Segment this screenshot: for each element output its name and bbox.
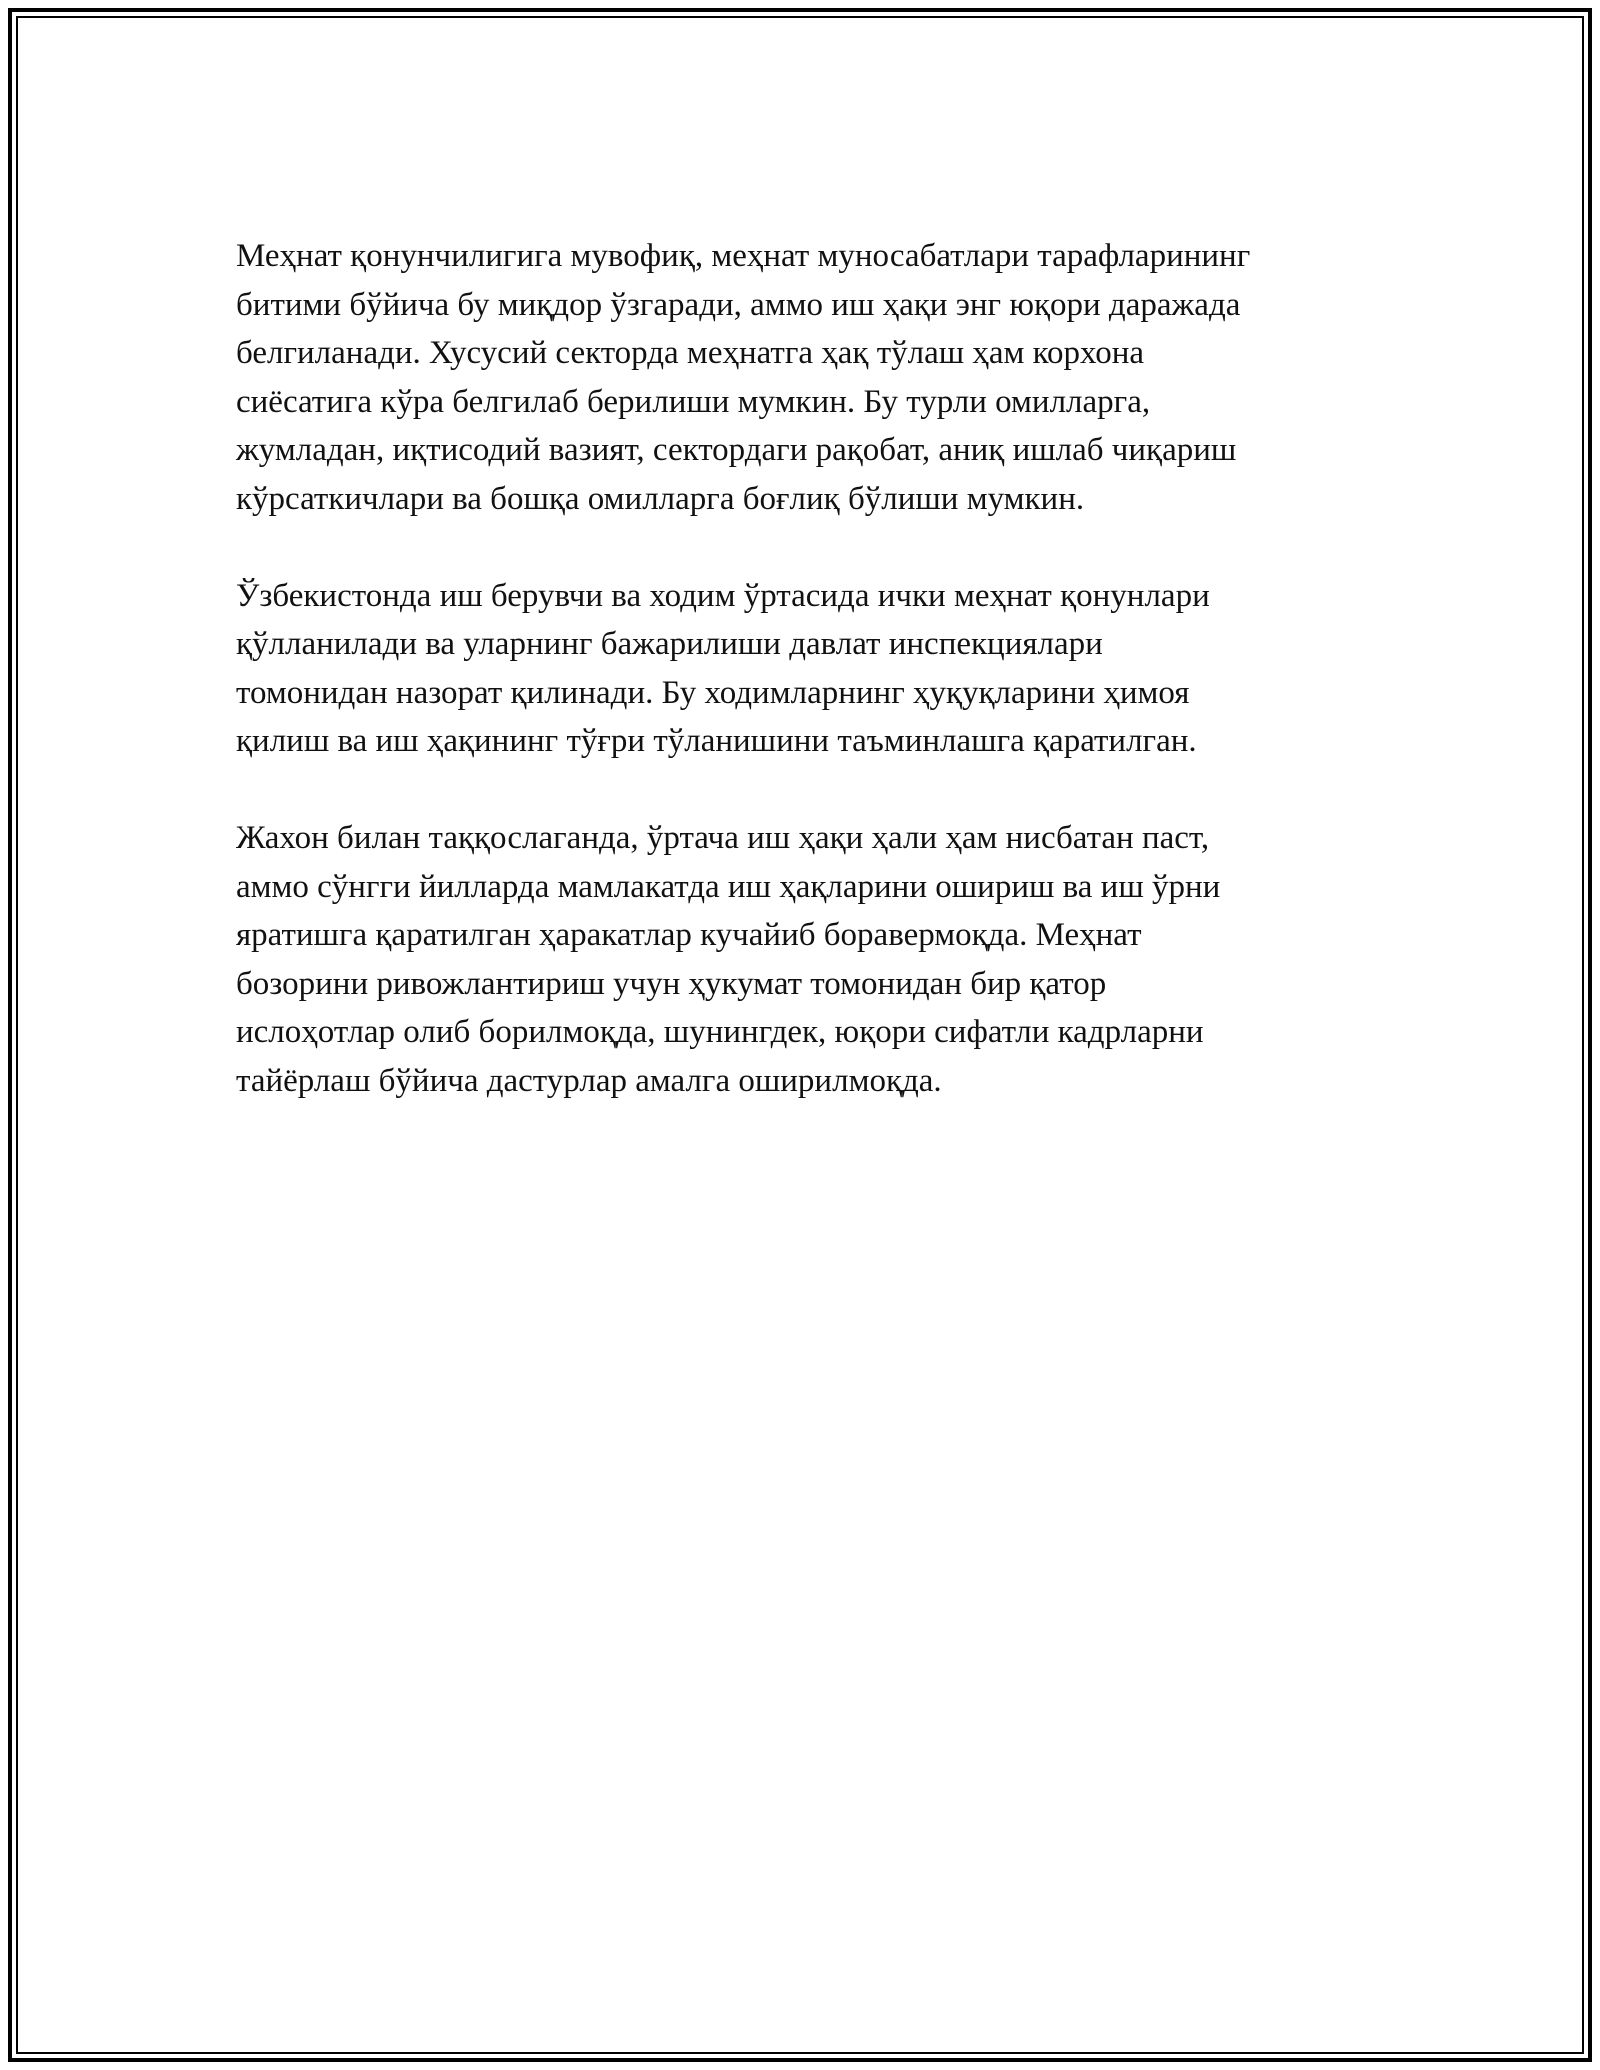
- document-body: [236, 232, 1416, 1154]
- paragraph-1: Меҳнат қонунчилигига мувофиқ, меҳнат муносабатлари тарафларининг битими бўйича бу миқдор ўзгаради, аммо иш ҳақи энг юқори даражада белгиланади. Хусусий секторда меҳнатга ҳақ тўлаш ҳам корхона сиёсатига кўра белгилаб берилиши мумкин. Бу турли омилларга, жумладан, иқтисодий вазият, сектордаги рақобат, аниқ ишлаб чиқариш кўрсаткичлари ва бошқа омилларга боғлиқ бўлиши мумкин.: [236, 238, 1251, 517]
- paragraph-3: Жахон билан таққослаганда, ўртача иш ҳақи ҳали ҳам нисбатан паст, аммо сўнгги йилларда мамлакатда иш ҳақларини ошириш ва иш ўрни яратишга қаратилган ҳаракатлар кучайиб боравермоқда. Меҳнат бозорини ривожлантириш учун ҳукумат томонидан бир қатор ислоҳотлар олиб борилмоқда, шунингдек, юқори сифатли кадрларни тайёрлаш бўйича дастурлар амалга оширилмоқда.: [236, 820, 1221, 1099]
- paragraph-2: Ўзбекистонда иш берувчи ва ходим ўртасида ички меҳнат қонунлари қўлланилади ва уларнинг бажарилиши давлат инспекциялари томонидан назорат қилинади. Бу ходимларнинг ҳуқуқларини ҳимоя қилиш ва иш ҳақининг тўғри тўланишини таъминлашга қаратилган.: [236, 577, 1210, 759]
